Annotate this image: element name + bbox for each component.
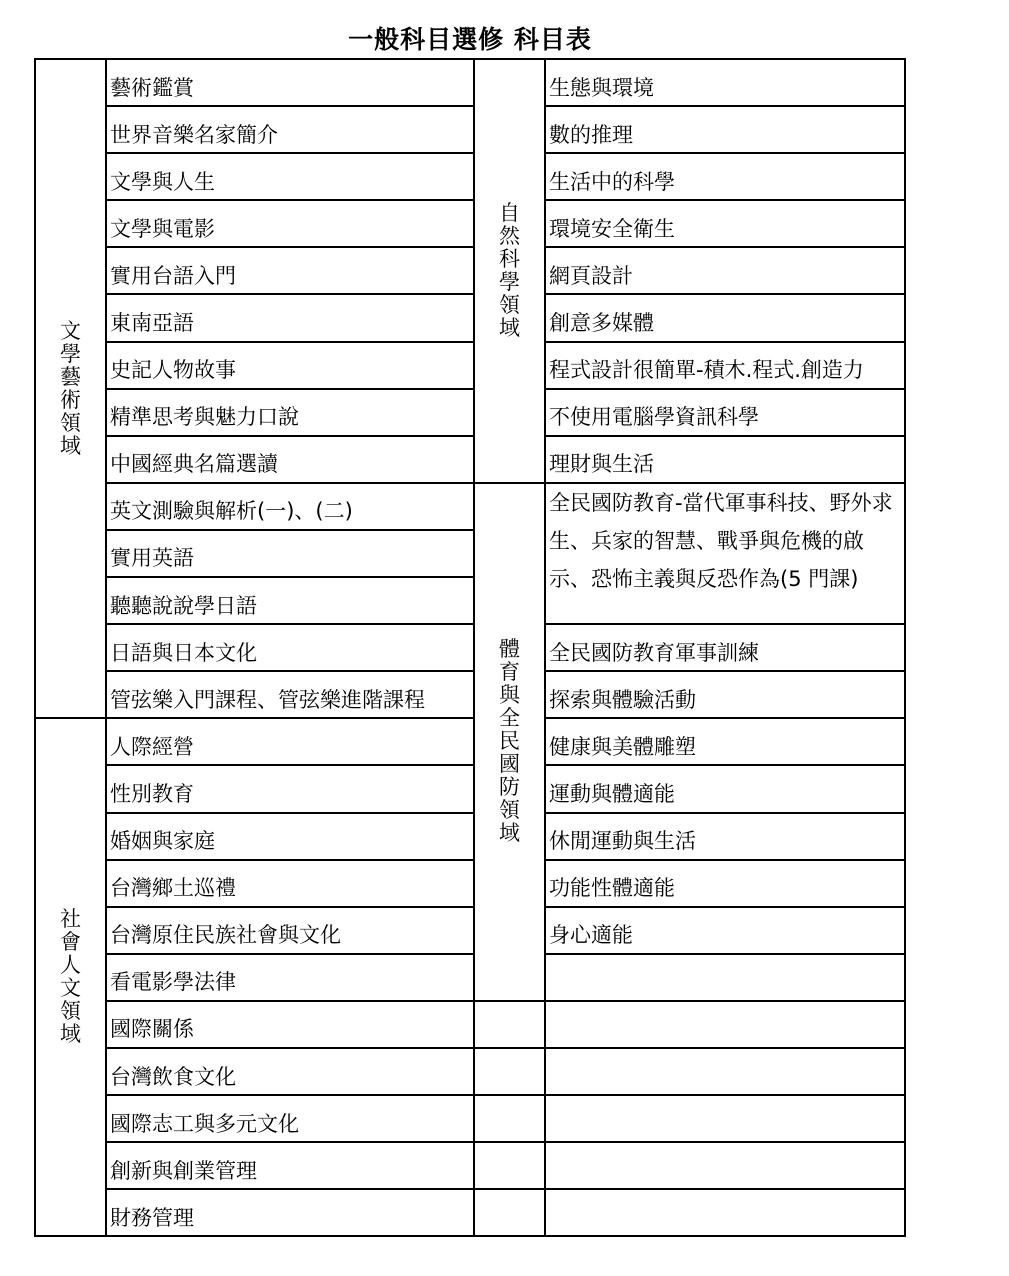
table-row [35,718,905,765]
page-title: 一般科目選修 科目表 [348,25,592,54]
course-cell: 文學與電影 [106,200,474,247]
table-row [35,59,905,106]
empty-cell [474,1189,545,1236]
table-row [35,1001,905,1048]
course-cell: 健康與美體雕塑 [545,718,905,765]
table-row [35,342,905,389]
course-cell: 藝術鑑賞 [106,59,474,106]
course-cell: 英文測驗與解析(一)、(二) [106,483,474,530]
table-row [35,106,905,153]
course-cell: 東南亞語 [106,294,474,341]
course-table [34,58,906,1237]
empty-cell [545,1189,905,1236]
table-row [35,436,905,483]
table-row [35,907,905,954]
table-row [35,200,905,247]
empty-cell [545,954,905,1001]
course-cell: 文學與人生 [106,153,474,200]
course-cell: 日語與日本文化 [106,624,474,671]
course-cell: 全民國防教育軍事訓練 [545,624,905,671]
domain-social-humanities: 社會人文領域 [35,718,106,1236]
course-cell: 運動與體適能 [545,765,905,812]
course-cell: 功能性體適能 [545,860,905,907]
course-cell: 實用台語入門 [106,247,474,294]
empty-cell [474,1001,545,1048]
course-cell: 財務管理 [106,1189,474,1236]
course-cell: 人際經營 [106,718,474,765]
course-cell: 生活中的科學 [545,153,905,200]
table-row [35,624,905,671]
course-cell: 生態與環境 [545,59,905,106]
table-row [35,483,905,530]
empty-cell [474,1095,545,1142]
table-row [35,1095,905,1142]
course-cell: 實用英語 [106,530,474,577]
table-row [35,671,905,718]
table-row [35,1142,905,1189]
course-cell: 台灣原住民族社會與文化 [106,907,474,954]
course-cell: 程式設計很簡單-積木.程式.創造力 [545,342,905,389]
course-cell: 聽聽說說學日語 [106,577,474,624]
course-cell: 婚姻與家庭 [106,813,474,860]
table-row [35,1048,905,1095]
empty-cell [545,1048,905,1095]
course-cell: 世界音樂名家簡介 [106,106,474,153]
course-cell: 看電影學法律 [106,954,474,1001]
course-cell: 不使用電腦學資訊科學 [545,389,905,436]
course-cell: 理財與生活 [545,436,905,483]
empty-cell [545,1142,905,1189]
table-row [35,765,905,812]
course-cell: 性別教育 [106,765,474,812]
empty-cell [474,1048,545,1095]
course-cell: 數的推理 [545,106,905,153]
table-row [35,954,905,1001]
course-cell: 台灣鄉土巡禮 [106,860,474,907]
course-cell-multi: 全民國防教育-當代軍事科技、野外求生、兵家的智慧、戰爭與危機的啟示、恐怖主義與反恐作為(5 門課) [545,483,905,624]
course-cell: 休閒運動與生活 [545,813,905,860]
course-cell: 網頁設計 [545,247,905,294]
domain-literature-arts: 文學藝術領域 [35,59,106,718]
empty-cell [474,1142,545,1189]
empty-cell [545,1095,905,1142]
table-row [35,813,905,860]
course-cell: 探索與體驗活動 [545,671,905,718]
course-cell: 創新與創業管理 [106,1142,474,1189]
empty-cell [545,1001,905,1048]
course-cell: 台灣飲食文化 [106,1048,474,1095]
table-row [35,860,905,907]
domain-pe-defense: 體育與全民國防領域 [474,483,545,1001]
course-cell: 國際志工與多元文化 [106,1095,474,1142]
course-cell: 管弦樂入門課程、管弦樂進階課程 [106,671,474,718]
course-cell: 環境安全衛生 [545,200,905,247]
course-cell: 身心適能 [545,907,905,954]
course-cell: 中國經典名篇選讀 [106,436,474,483]
table-row [35,294,905,341]
table-row [35,389,905,436]
course-cell: 精準思考與魅力口說 [106,389,474,436]
table-row [35,1189,905,1236]
domain-natural-science: 自然科學領域 [474,59,545,483]
course-cell: 創意多媒體 [545,294,905,341]
course-cell: 國際關係 [106,1001,474,1048]
table-row [35,247,905,294]
table-row [35,153,905,200]
course-cell: 史記人物故事 [106,342,474,389]
